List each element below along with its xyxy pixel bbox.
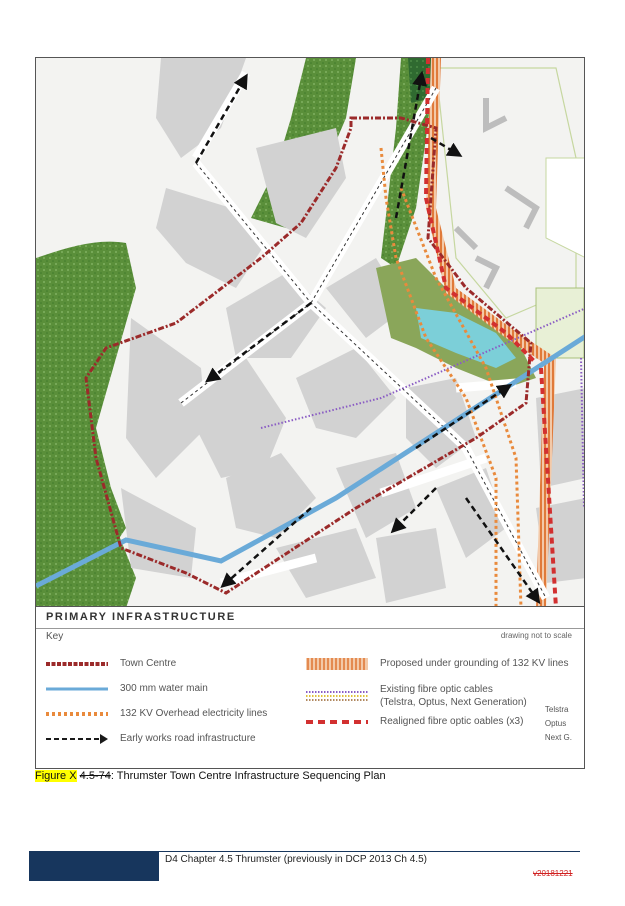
legend-label-road: Early works road infrastructure [120, 733, 256, 744]
town-centre-swatch [46, 657, 108, 671]
legend-label-fibre-carriers: (Telstra, Optus, Next Generation) [380, 697, 527, 708]
legend-item-undergrounding [306, 657, 568, 671]
carrier-optus: Optus [544, 719, 567, 728]
carrier-nextg: Next G. [544, 733, 572, 742]
legend-label-realigned-fibre: Realigned fibre optic oables (x3) [380, 716, 524, 727]
footer-bar [29, 851, 159, 881]
legend-item-road [46, 732, 256, 746]
legend-label-town-centre: Town Centre [120, 658, 177, 669]
footer-doc-title: D4 Chapter 4.5 Thrumster (previously in DCP 2013 Ch 4.5) [165, 854, 427, 865]
legend-title: PRIMARY INFRASTRUCTURE [46, 611, 236, 623]
legend-divider [36, 628, 584, 629]
figure-label: Figure X [35, 770, 77, 782]
footer-version: v20181221 [533, 869, 573, 878]
legend-subtitle: Key [46, 631, 64, 642]
scale-note: drawing not to scale [500, 631, 572, 640]
water-main-swatch [46, 682, 108, 696]
map-svg [36, 58, 585, 607]
legend-label-water-main: 300 mm water main [120, 683, 208, 694]
legend-label-undergrounding: Proposed under grounding of 132 KV lines [380, 658, 569, 669]
legend-item-town-centre [46, 657, 176, 671]
road-swatch [46, 732, 108, 746]
legend-label-fibre-existing: Existing fibre optic cables [380, 684, 493, 695]
figure-caption-text: : Thrumster Town Centre Infrastructure Sequencing Plan [110, 770, 386, 782]
undergrounding-swatch [306, 657, 368, 671]
footer-rule [159, 851, 580, 852]
figure-caption [35, 770, 386, 782]
fibre-existing-swatch [306, 689, 368, 703]
sports-field [536, 288, 584, 358]
legend-panel [35, 607, 585, 769]
legend-label-overhead-lines: 132 KV Overhead electricity lines [120, 708, 268, 719]
realigned-fibre-swatch [306, 715, 368, 729]
figure-number-struck: 4.5-74 [79, 770, 111, 782]
infrastructure-map [35, 57, 585, 607]
carrier-telstra: Telstra [544, 705, 569, 714]
overhead-lines-swatch [46, 707, 108, 721]
legend-item-fibre-existing [306, 683, 527, 709]
carrier-list [545, 703, 572, 745]
legend-item-overhead-lines [46, 707, 267, 721]
legend-item-water-main [46, 682, 208, 696]
legend-item-realigned-fibre [306, 715, 523, 729]
